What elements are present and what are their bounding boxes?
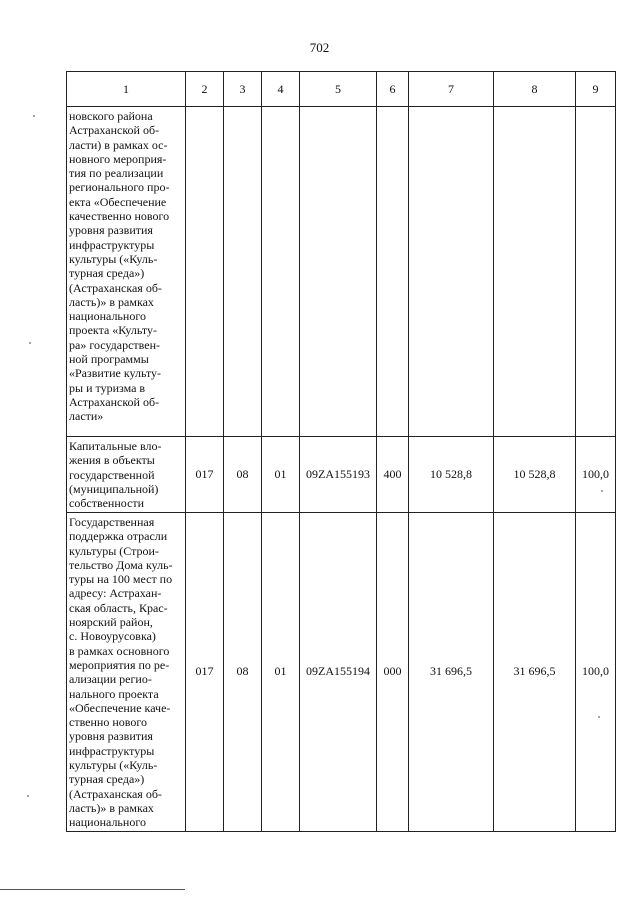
footer-rule — [0, 889, 185, 890]
cell-percent: 100,0 — [576, 437, 616, 513]
cell-subsection: 01 — [262, 437, 300, 513]
col-header-3: 3 — [224, 72, 262, 107]
page-number: 702 — [309, 40, 330, 55]
cell-executed-amount: 31 696,5 — [494, 513, 576, 832]
cell-subsection — [262, 107, 300, 437]
cell-expense-type: 000 — [377, 513, 409, 832]
col-header-9: 9 — [576, 72, 616, 107]
cell-section: 08 — [224, 513, 262, 832]
col-header-2: 2 — [186, 72, 224, 107]
cell-executed-amount — [494, 107, 576, 437]
col-header-4: 4 — [262, 72, 300, 107]
cell-section — [224, 107, 262, 437]
cell-target-article — [300, 107, 377, 437]
cell-target-article: 09ZA155193 — [300, 437, 377, 513]
cell-percent — [576, 107, 616, 437]
cell-plan-amount — [409, 107, 494, 437]
cell-target-article: 09ZA155194 — [300, 513, 377, 832]
cell-plan-amount: 31 696,5 — [409, 513, 494, 832]
col-header-7: 7 — [409, 72, 494, 107]
row-name-cell: Капитальные вло- жения в объекты государственной (муниципальной) собственности — [67, 437, 186, 513]
table-row — [67, 107, 616, 437]
cell-expense-type — [377, 107, 409, 437]
cell-expense-type: 400 — [377, 437, 409, 513]
header-row — [67, 72, 616, 107]
table-row — [67, 513, 616, 832]
scan-speck — [29, 342, 31, 344]
cell-executed-amount: 10 528,8 — [494, 437, 576, 513]
table-row — [67, 437, 616, 513]
scan-speck — [601, 490, 603, 492]
col-header-1: 1 — [67, 72, 186, 107]
cell-subsection: 01 — [262, 513, 300, 832]
scan-speck — [33, 115, 35, 117]
cell-plan-amount: 10 528,8 — [409, 437, 494, 513]
cell-admin-code — [186, 107, 224, 437]
col-header-5: 5 — [300, 72, 377, 107]
cell-admin-code: 017 — [186, 437, 224, 513]
cell-section: 08 — [224, 437, 262, 513]
scan-speck — [598, 716, 600, 718]
budget-table — [66, 71, 616, 832]
cell-percent: 100,0 — [576, 513, 616, 832]
row-name-cell: новского района Астраханской об- ласти) в рамках ос- новного мероприя- тия по реализации регионального про- екта «Обеспечение качественно нового уровня развития инфраструктуры культуры («Куль- турная среда») (Астраханская об- ласть)» в рамках национального проекта «Культу- ра» государствен- ной программы «Развитие культу- ры и туризма в Астраханской об- ласти» — [67, 107, 186, 437]
cell-admin-code: 017 — [186, 513, 224, 832]
col-header-8: 8 — [494, 72, 576, 107]
scan-speck — [27, 795, 29, 797]
row-name-cell: Государственная поддержка отрасли культуры (Строи- тельство Дома куль- туры на 100 мест по адресу: Астрахан- ская область, Крас- ноярский район, с. Новоурусовка) в рамках основного мероприятия по ре- ализации регио- нального проекта «Обеспечение каче- ственно нового уровня развития инфраструктуры культуры («Куль- турная среда») (Астраханская об- ласть)» в рамках национального — [67, 513, 186, 832]
col-header-6: 6 — [377, 72, 409, 107]
